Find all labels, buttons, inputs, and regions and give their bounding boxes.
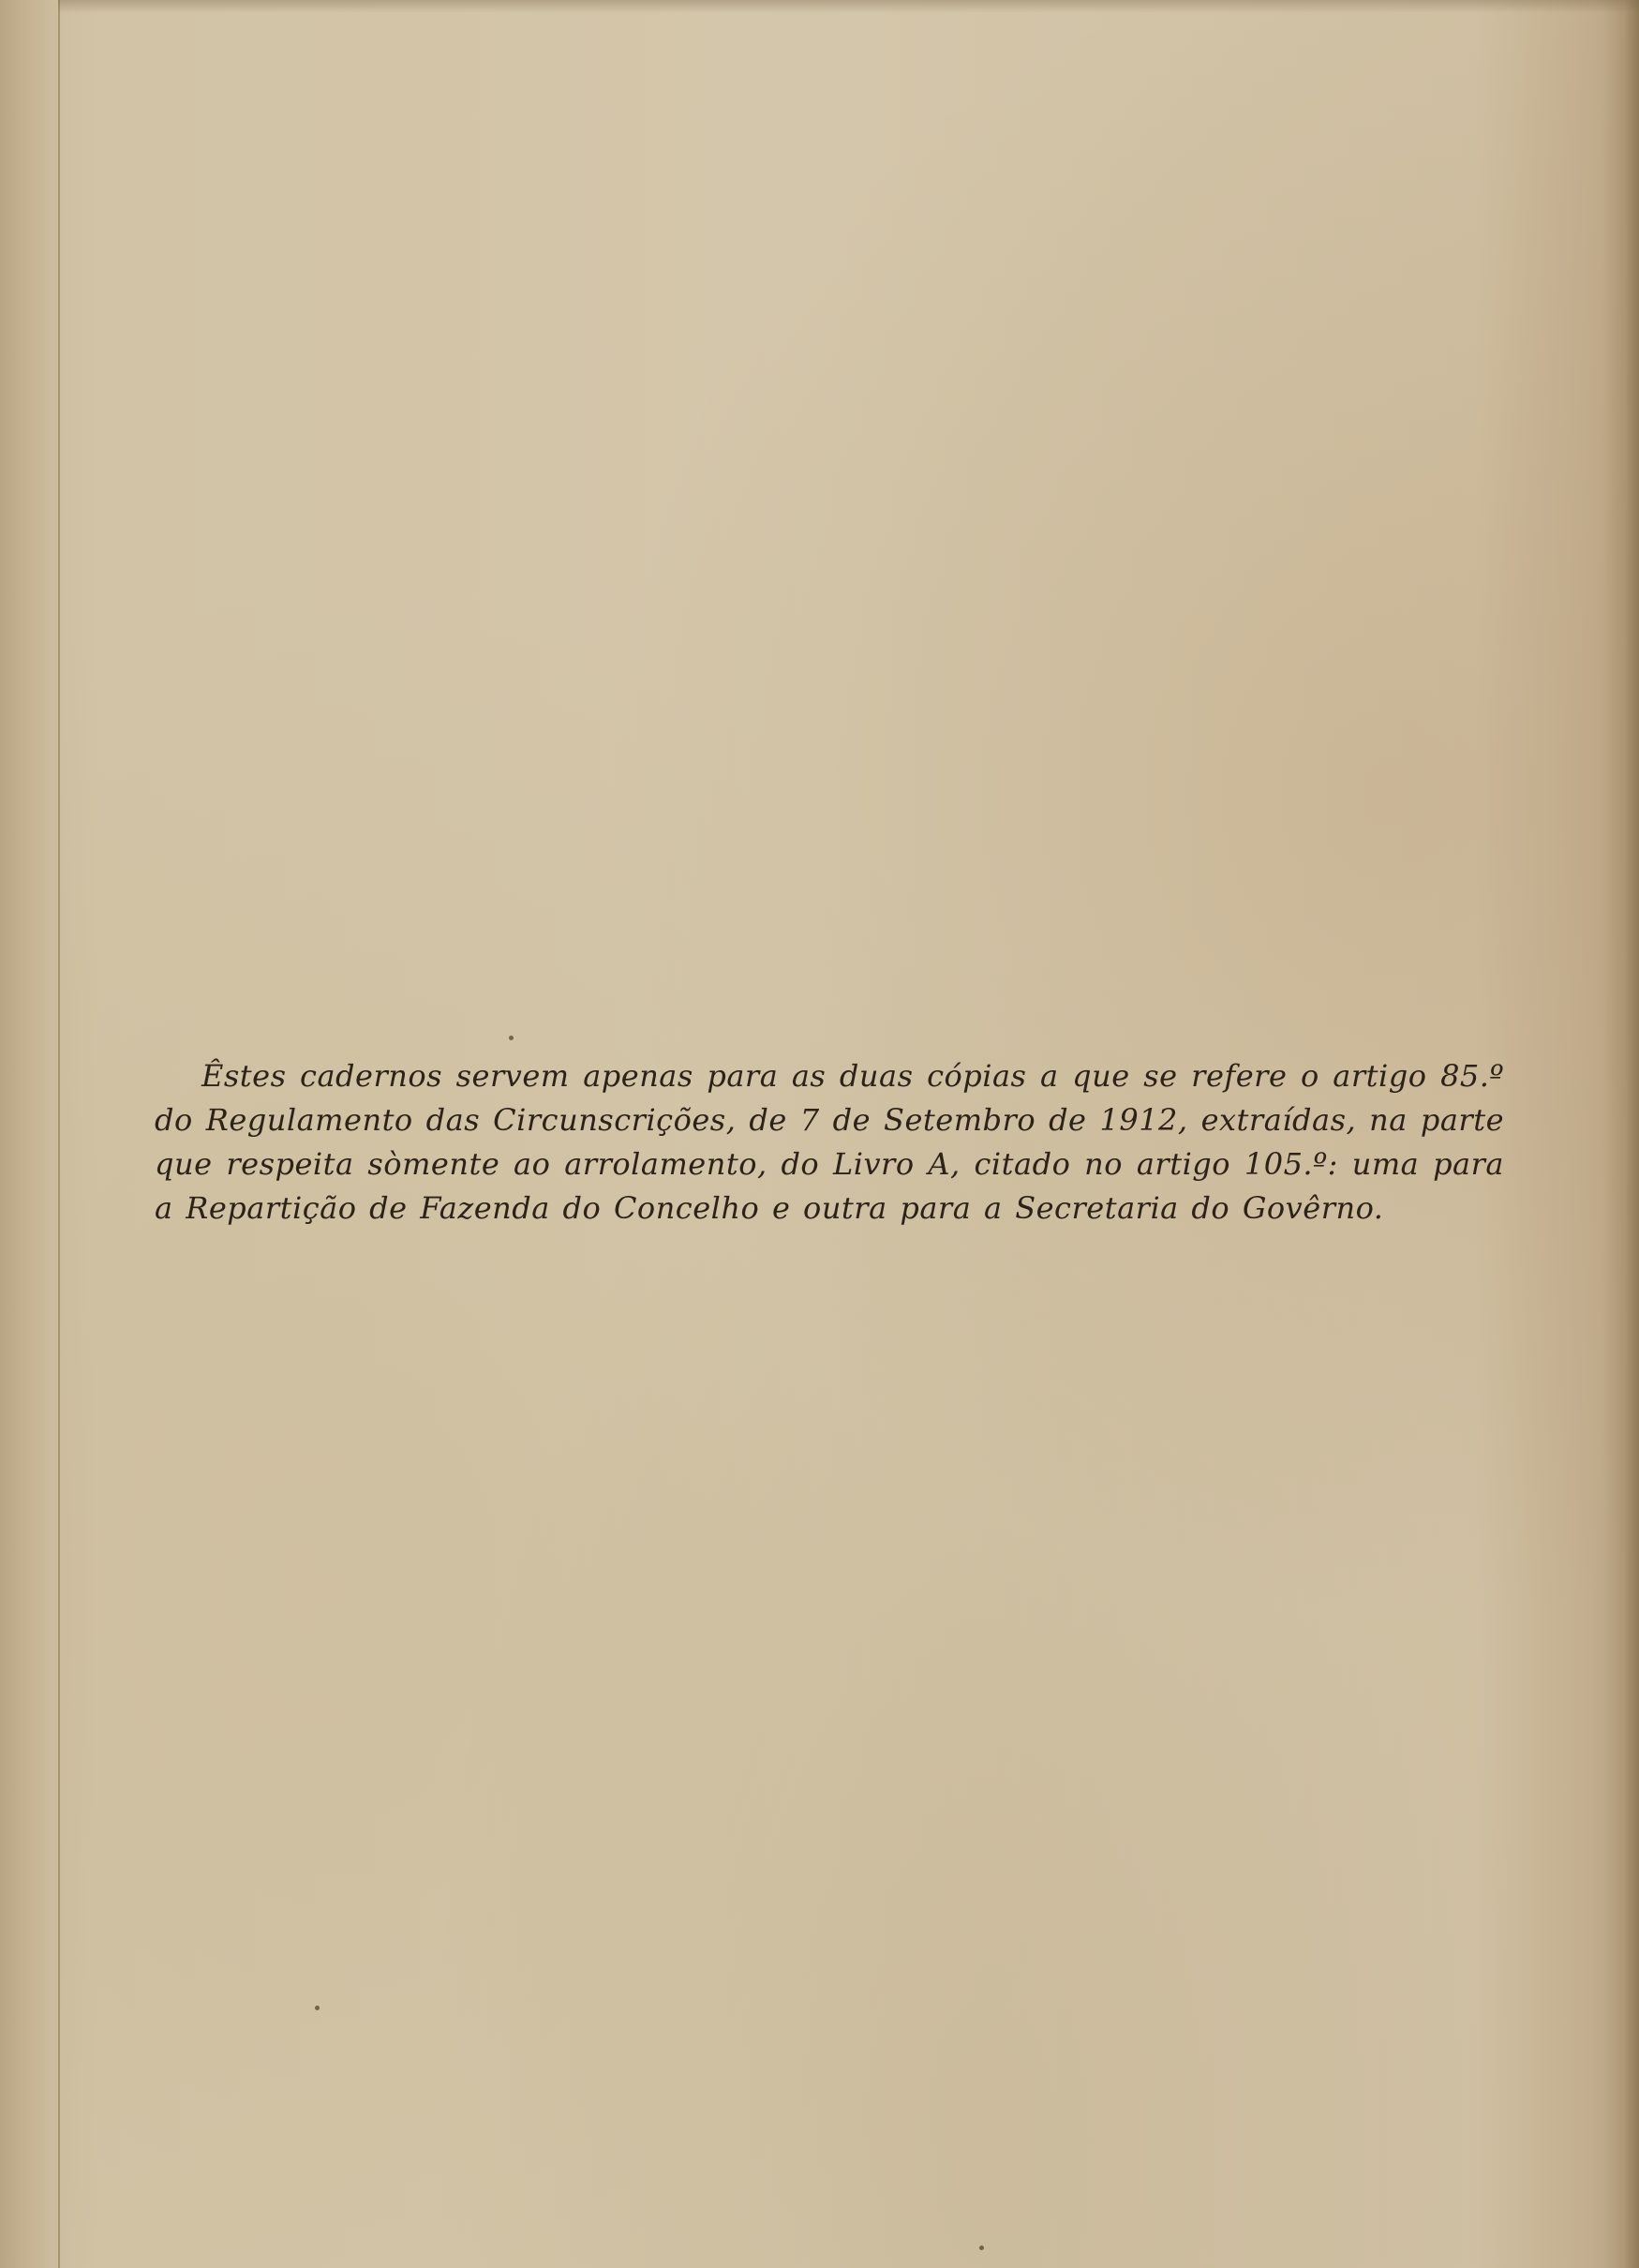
page-right-edge xyxy=(1603,0,1639,2268)
notice-paragraph: Êstes cadernos servem apenas para as duas cópias a que se refere o artigo 85.º do Regulamento das Circunscrições, de 7 de Setembro de 1912, extraídas, na parte que respeita sòmente ao arrolamento, do Livro A, citado no artigo 105.º: uma para a Repartição de Fazenda do Concelho e outra para a Secretaria do Govêrno. xyxy=(155,1058,1504,1226)
ink-speck xyxy=(315,2006,320,2010)
binding-edge xyxy=(0,0,60,2268)
ink-speck xyxy=(979,2246,984,2250)
ink-speck xyxy=(509,1036,514,1040)
page-top-shadow xyxy=(58,0,1639,13)
